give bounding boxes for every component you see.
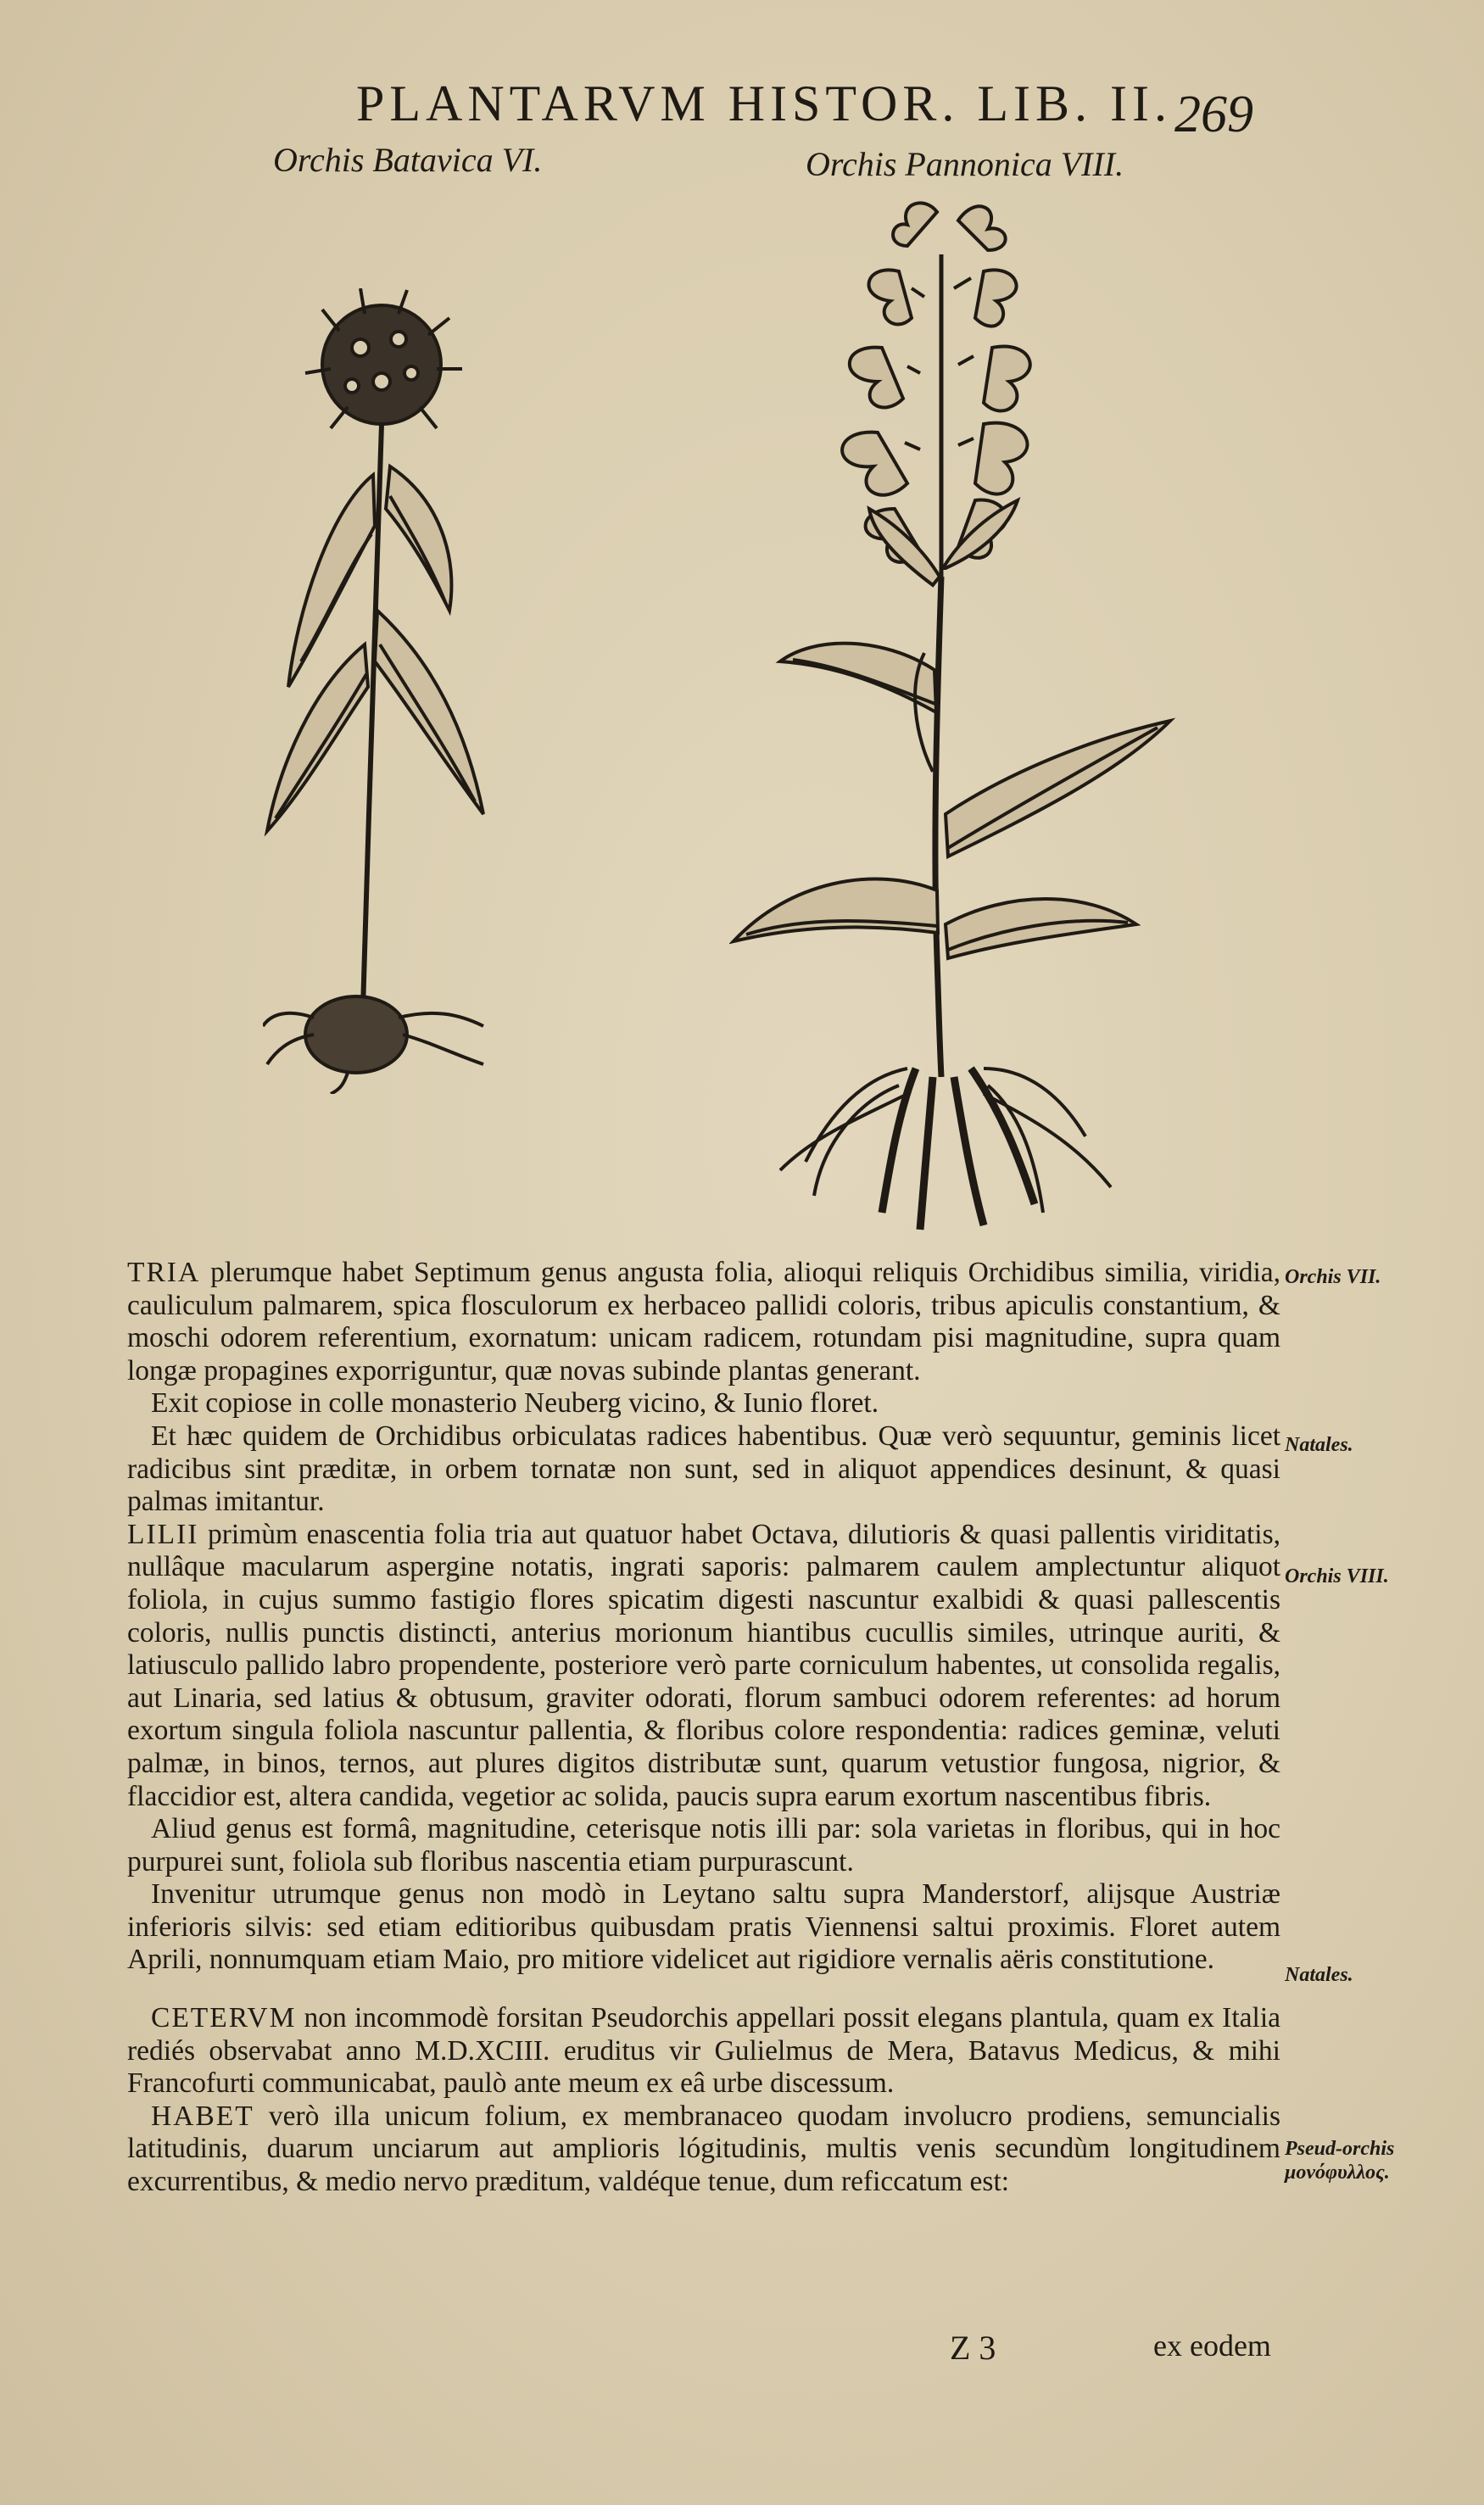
page-number: 269 xyxy=(1174,86,1253,143)
margin-note-orchis-vii: Orchis VII. xyxy=(1285,1266,1381,1288)
paragraph-transition: Et hæc quidem de Orchidibus orbiculatas radices habentibus. Quæ verò sequuntur, geminis licet radicibus sint præditæ, in orbem tornatæ non sunt, sed in aliquot appendices desinunt, & quasi palmas imitantur. xyxy=(127,1420,1280,1518)
section-gap xyxy=(127,1977,1280,2002)
flower-head xyxy=(305,288,462,428)
caption-orchis-pannonica: Orchis Pannonica VIII. xyxy=(806,145,1124,183)
paragraph-purple-variety: Aliud genus est formâ, magnitudine, ceterisque notis illi par: sola varietas in floribus, qui in hoc purpurei sunt, foliola sub floribus nascentia etiam purpurascunt. xyxy=(127,1813,1280,1877)
paragraph-orchis-viii: LILII primùm enascentia folia tria aut quatuor habet Octava, dilutioris & quasi pallentis viriditatis, nullâque macularum aspergine notatis, ingrati saporis: palmarem caulem amplectuntur aliquot foliola, in cujus summo fastigio flores spicatim digesti nascuntur exalbidi & quasi pallescentis coloris, nullis punctis distincti, anterius morionum hiantibus cucullis similes, utrinque auriti, & latiusculo pallido labro propendente, posteriore verò parte corniculum habentes, ut consolida regalis, aut Linaria, sed latius & obtusum, graviter odorati, florum sambuci odorem referentes: ad horum exortum singula foliola nascuntur pallentia, & floribus colore respondentia: radices geminæ, veluti palmæ, in binos, ternos, aut plures digitos distributæ sunt, quarum vetustior fungosa, nigrior, & flaccidior est, altera candida, vegetior ac solida, paucis supra earum exortum nascentibus fibris. xyxy=(127,1518,1280,1812)
root-tuber xyxy=(263,996,483,1094)
body-text xyxy=(127,1257,1280,2199)
orchis-batavica-woodcut xyxy=(263,288,500,1094)
paragraph-orchis-vii: TRIA plerumque habet Septimum genus angusta folia, alioqui reliquis Orchidibus similia, viridia, cauliculum palmarem, spica flosculorum ex herbaceo pallidi coloris, tribus apiculis constantium, & moschi odorem referentium, exornatum: unicam radicem, rotundam pisi magnitudine, supra quam longæ propagines exporriguntur, quæ novas subinde plantas generant. xyxy=(127,1257,1280,1386)
palmate-roots xyxy=(780,1068,1111,1230)
paragraph-natales-vii: Exit copiose in colle monasterio Neuberg vicino, & Iunio floret. xyxy=(151,1387,879,1420)
caption-orchis-batavica: Orchis Batavica VI. xyxy=(273,141,543,179)
margin-note-pseudorchis: Pseud-orchis μονόφυλλος. xyxy=(1285,2138,1395,2184)
signature-mark: Z 3 xyxy=(950,2329,996,2367)
margin-note-natales-2: Natales. xyxy=(1285,1964,1353,1986)
paragraph-pseudorchis: CETERVM non incommodè forsitan Pseudorchis appellari possit elegans plantula, quam ex Italia rediés observabat anno M.D.XCIII. eruditus vir Gulielmus de Mera, Batavus Medicus, & mihi Francofurti communicabat, paulò ante meum ex eâ urbe discessum. xyxy=(127,2002,1280,2100)
margin-note-natales-1: Natales. xyxy=(1285,1434,1353,1456)
paragraph-natales-viii: Invenitur utrumque genus non modò in Leytano saltu supra Manderstorf, alijsque Austriæ inferioris silvis: sed etiam editioribus quibusdam pratis Viennensi saltui proximis. Floret autem Aprili, nonnumquam etiam Maio, pro mitiore videlicet aut rigidiore vernalis aëris constitutione. xyxy=(127,1878,1280,1976)
margin-note-orchis-viii: Orchis VIII. xyxy=(1285,1565,1389,1587)
orchis-pannonica-woodcut xyxy=(729,195,1187,1238)
running-head: PLANTARVM HISTOR. LIB. II. xyxy=(356,75,1172,131)
paragraph-pseudorchis-leaf: HABET verò illa unicum folium, ex membranaceo quodam involucro prodiens, semuncialis latitudinis, duarum unciarum aut amplioris lógitudinis, multis venis secundùm longitudinem excurrentibus, & medio nervo præditum, valdéque tenue, dum reficcatum est: xyxy=(127,2100,1280,2198)
catchword: ex eodem xyxy=(1153,2329,1271,2363)
